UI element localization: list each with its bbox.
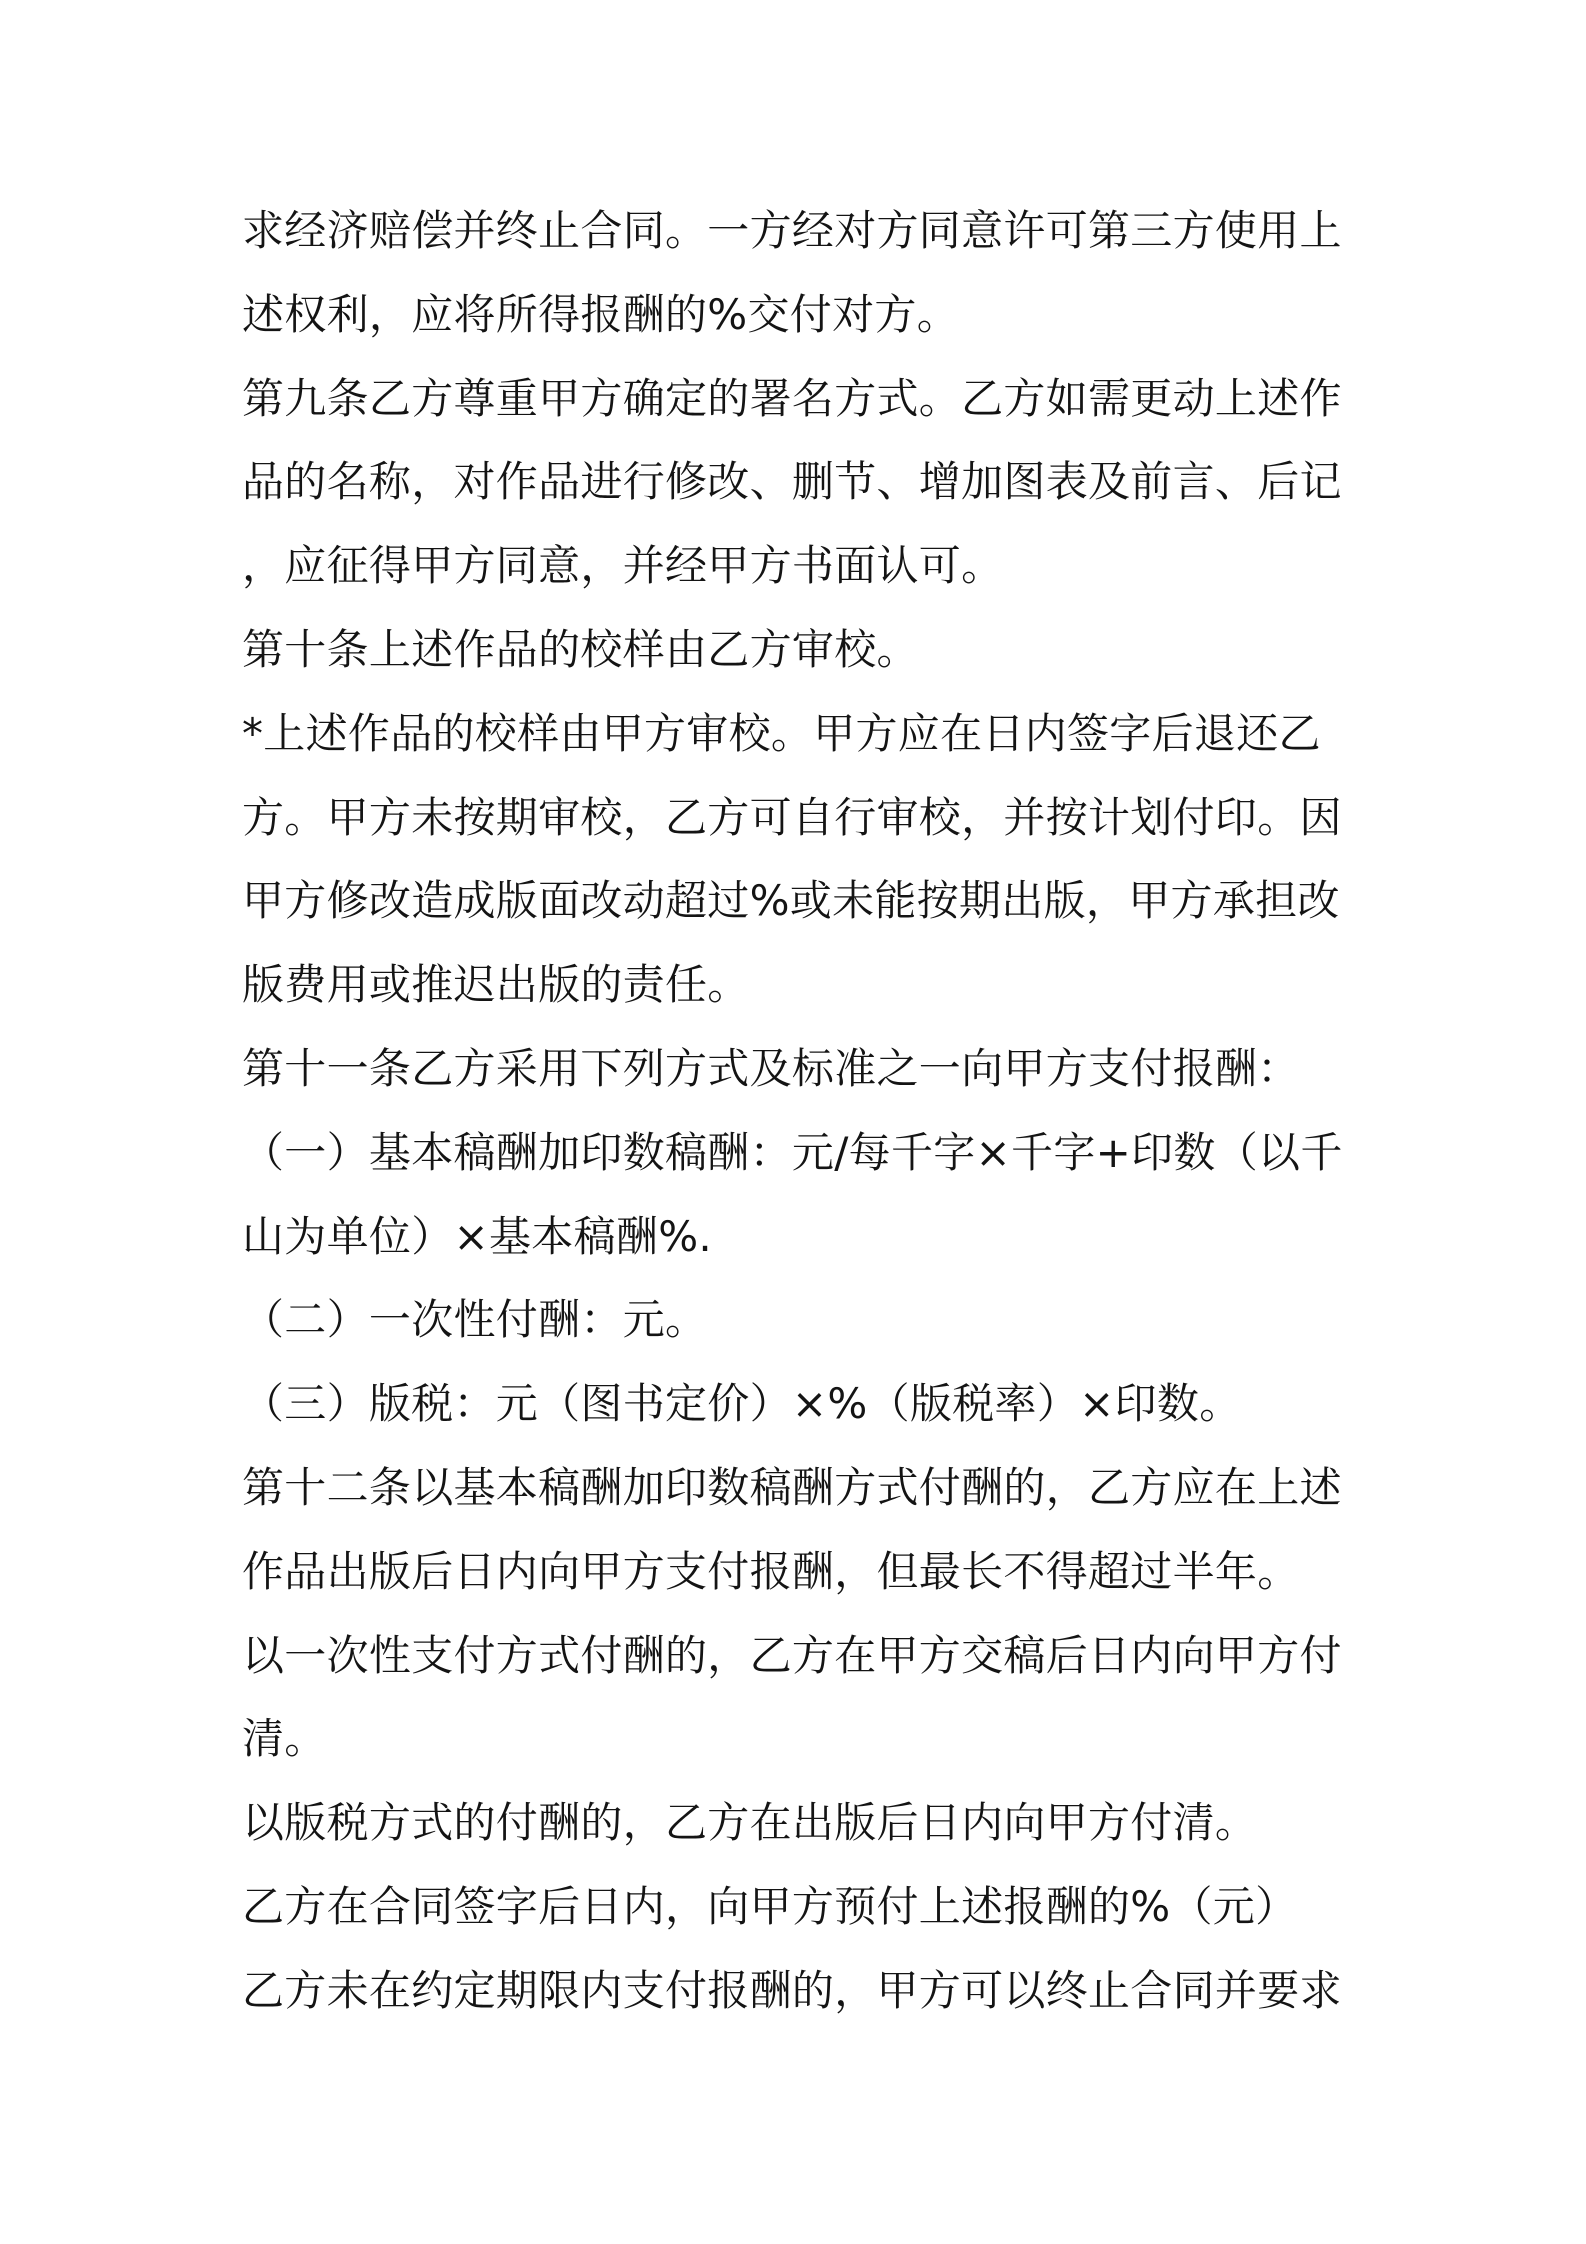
text-line: 乙方在合同签字后日内，向甲方预付上述报酬的%（元）	[242, 1881, 1298, 1931]
text-line: 方。甲方未按期审校，乙方可自行审校，并按计划付印。因	[242, 792, 1342, 842]
text-line: 山为单位）×基本稿酬%.	[242, 1211, 713, 1261]
text-line: 第十二条以基本稿酬加印数稿酬方式付酬的，乙方应在上述	[242, 1462, 1342, 1512]
text-line: （一）基本稿酬加印数稿酬：元/每千字×千字+印数（以千	[242, 1127, 1343, 1177]
text-line: 以一次性支付方式付酬的，乙方在甲方交稿后日内向甲方付	[242, 1630, 1342, 1680]
text-line: 以版税方式的付酬的，乙方在出版后日内向甲方付清。	[242, 1798, 1258, 1848]
text-line: （三）版税：元（图书定价）×%（版税率）×印数。	[242, 1379, 1242, 1429]
contract-text	[242, 189, 1382, 2033]
text-line: 第九条乙方尊重甲方确定的署名方式。乙方如需更动上述作	[242, 373, 1342, 423]
text-line: 第十一条乙方采用下列方式及标准之一向甲方支付报酬：	[242, 1043, 1300, 1093]
text-line: 版费用或推迟出版的责任。	[242, 960, 750, 1010]
text-line: 求经济赔偿并终止合同。一方经对方同意许可第三方使用上	[242, 206, 1342, 255]
text-line: *上述作品的校样由甲方审校。甲方应在日内签字后退还乙	[242, 708, 1321, 758]
text-line: 作品出版后日内向甲方支付报酬，但最长不得超过半年。	[242, 1546, 1300, 1596]
text-line: 甲方修改造成版面改动超过%或未能按期出版，甲方承担改	[242, 876, 1340, 926]
text-line: 品的名称，对作品进行修改、删节、增加图表及前言、后记	[242, 457, 1342, 507]
text-line: （二）一次性付酬：元。	[242, 1295, 708, 1345]
text-line: 清。	[242, 1714, 327, 1764]
text-line: 述权利，应将所得报酬的%交付对方。	[242, 289, 960, 339]
text-line: 第十条上述作品的校样由乙方审校。	[242, 624, 919, 674]
text-line: ，应征得甲方同意，并经甲方书面认可。	[242, 541, 1004, 591]
text-line: 乙方未在约定期限内支付报酬的，甲方可以终止合同并要求	[242, 1965, 1342, 2015]
